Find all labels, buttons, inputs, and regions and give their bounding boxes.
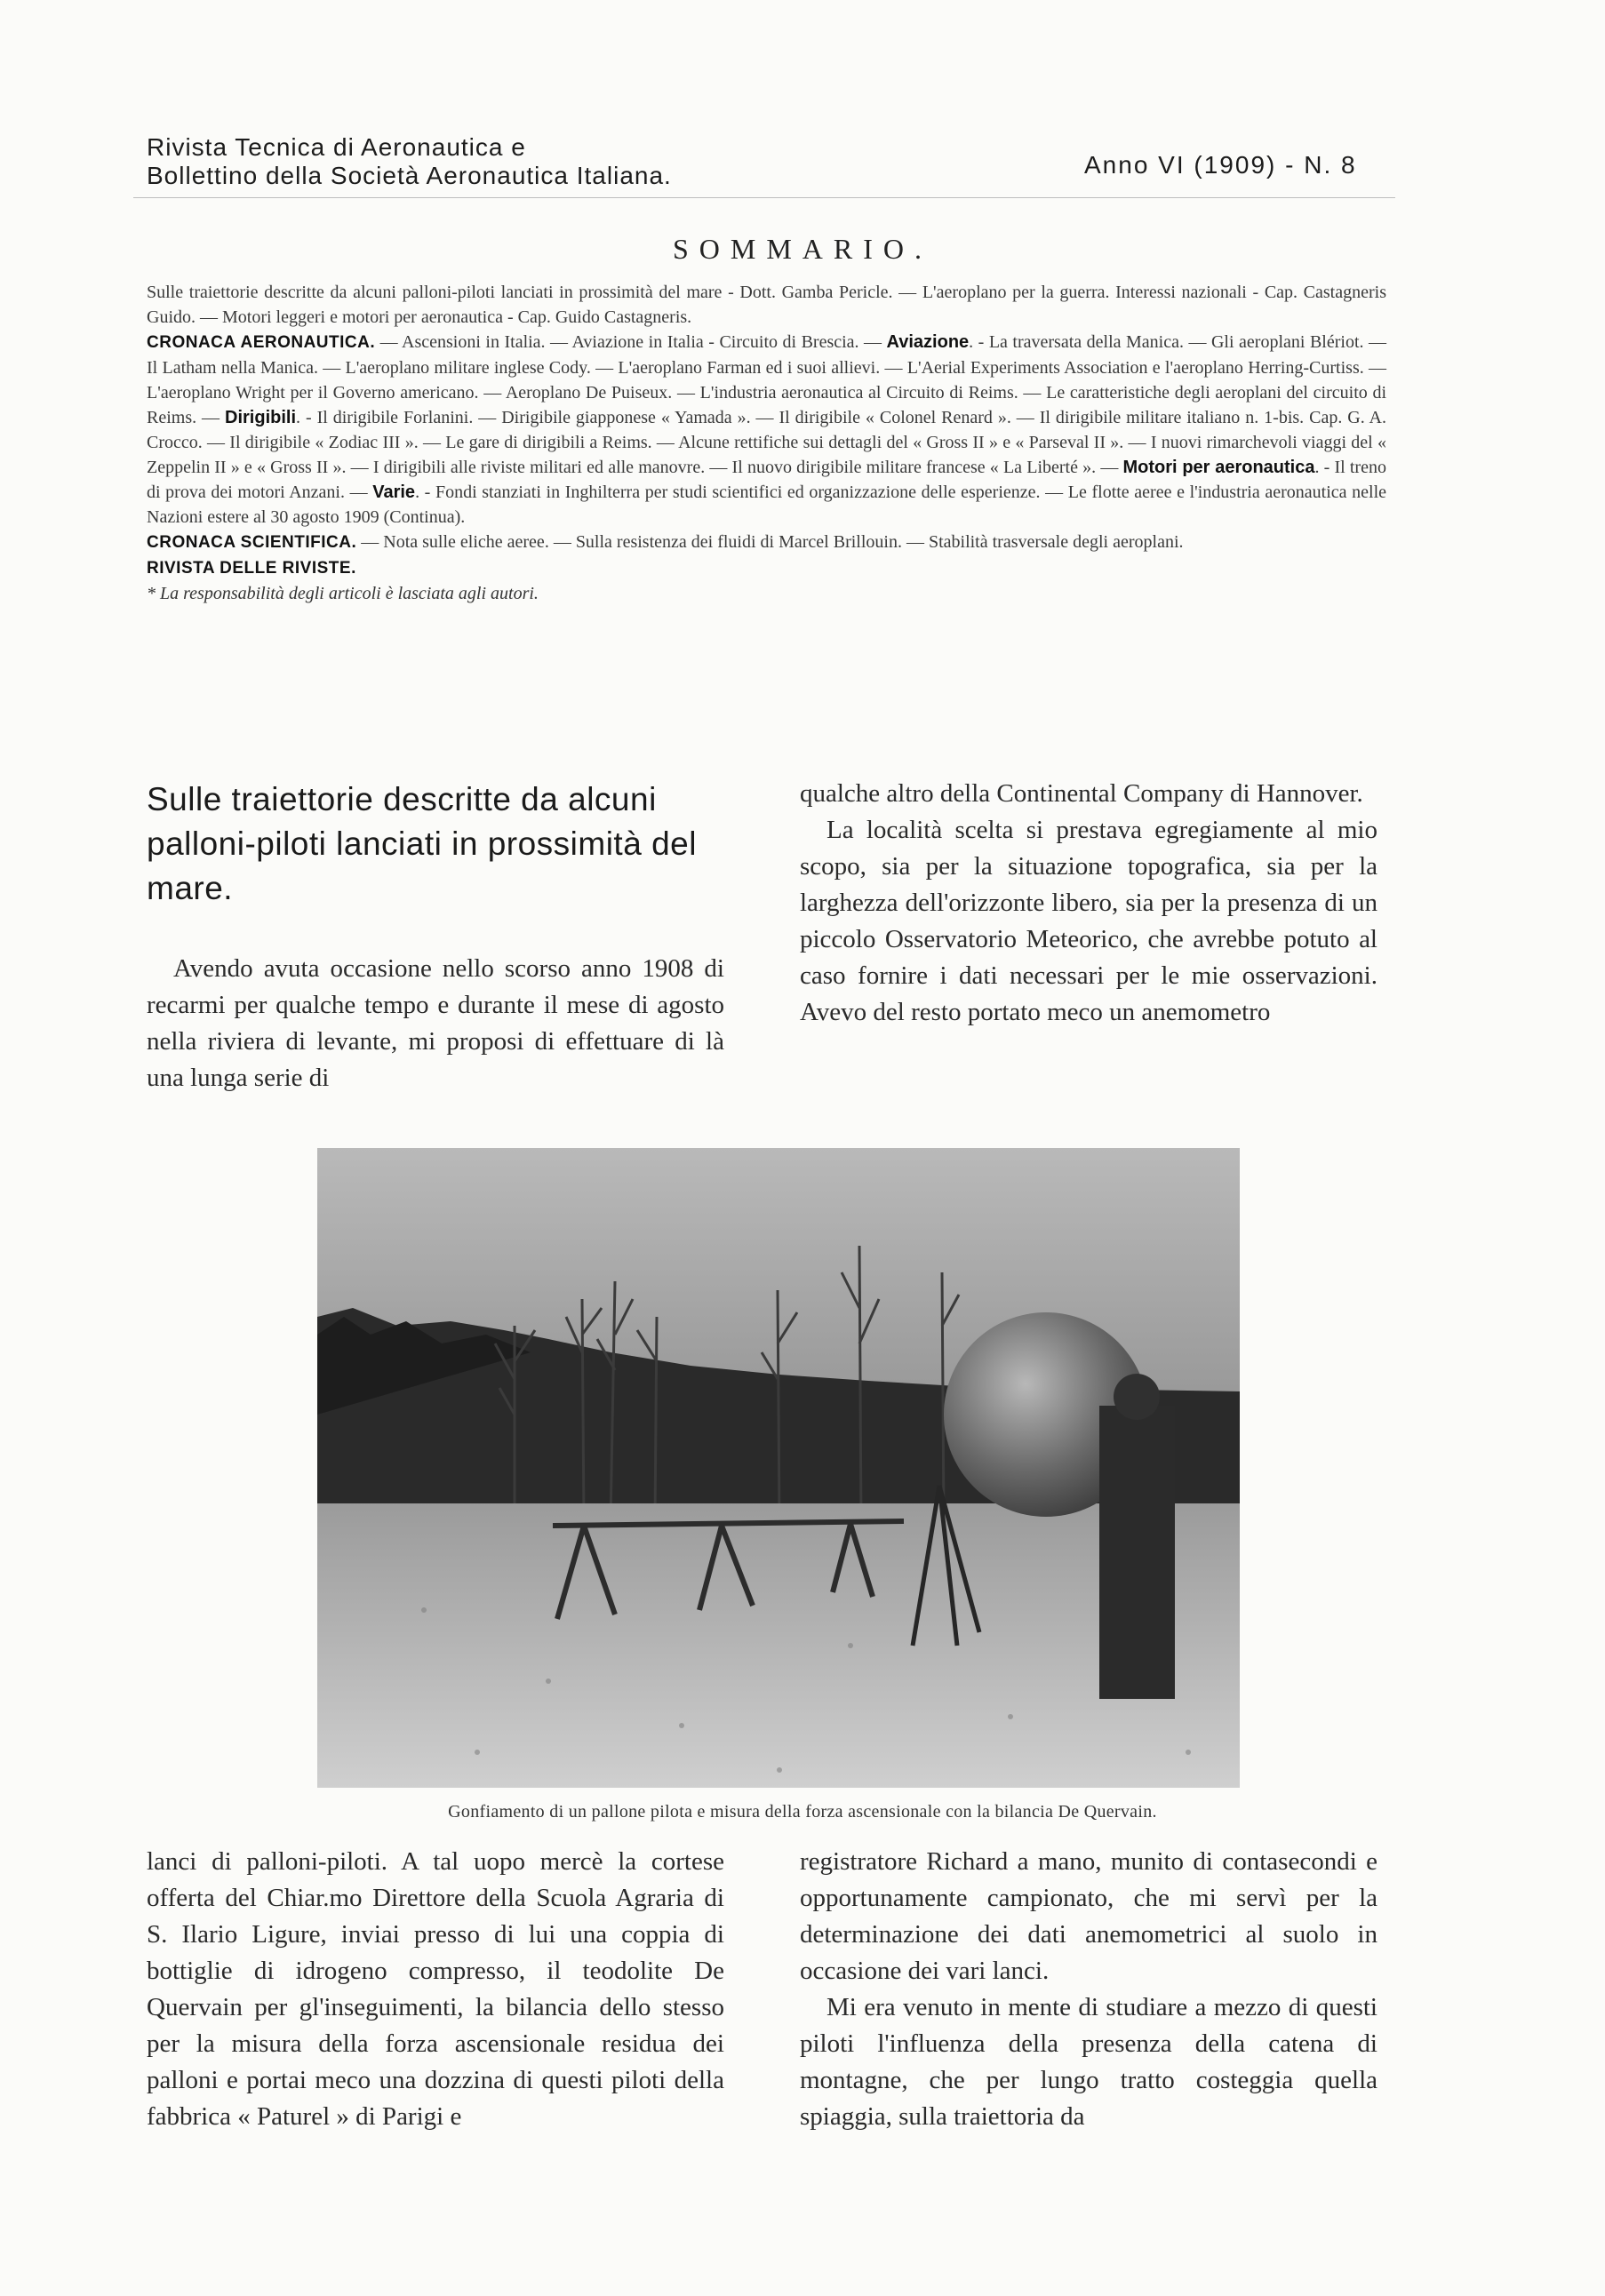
figure-photo [317,1148,1240,1788]
article-paragraph: Avendo avuta occasione nello scorso anno 1908 di recarmi per qualche tempo e durante il mese di agosto nella riviera di levante, mi proposi di effettuare di là una lunga serie di [147,954,724,1092]
summary-text: . - La traversata della Manica. — Gli aeroplani Blériot. — Il Latham nella Manica. — L'aeroplano militare inglese Cody. — L'aeroplano Farman ed i suoi allievi. — L'Aerial Experiments Association e l'aeroplano Herring-Curtiss. — L'aeroplano Wright per il Governo americano. — Aeroplano De Puiseux. — L'industria aeronautica al Circuito di Reims. — Le caratteristiche degli aeroplani del circuito di Reims. — [147,332,1387,427]
article-column-right-bottom [800,1844,1377,2135]
summary-keyword: Varie [372,482,416,502]
summary-keyword: Motori per aeronautica [1122,458,1315,477]
article-title: Sulle traiettorie descritte da alcuni palloni-piloti lanciati in prossimità del mare. [147,781,697,906]
summary-footnote: * La responsabilità degli articoli è lasciata agli autori. [147,584,539,603]
summary-intro: Sulle traiettorie descritte da alcuni palloni-piloti lanciati in prossimità del mare - Dott. Gamba Pericle. — L'aeroplano per la guerra. Interessi nazionali - Cap. Castagneris Guido. — Motori leggeri e motori per aeronautica - Cap. Guido Castagneris. [147,283,1386,327]
section-heading: CRONACA SCIENTIFICA. [147,533,357,552]
summary-rivista-delle-riviste [147,555,1386,581]
summary-cronaca-scientifica [147,530,1386,555]
figure-caption: Gonfiamento di un pallone pilota e misura della forza ascensionale con la bilancia De Quervain. [448,1802,1157,1822]
article-paragraph: qualche altro della Continental Company di Hannover. [800,779,1363,808]
summary-text: . - Il dirigibile Forlanini. — Dirigibile giapponese « Yamada ». — Il dirigibile « Colonel Renard ». — Il dirigibile militare italiano n. 1-bis. Cap. G. A. Crocco. — Il dirigibile « Zodiac III ». — Le gare di dirigibili a Reims. — Alcune rettifiche sui dettagli del « Gross II » e « Parseval II ». — I nuovi rimarchevoli viaggi del « Zeppelin II » e « Gross II ». — I dirigibili alle riviste militari ed alle manovre. — Il nuovo dirigibile militare francese « La Liberté ». — [147,408,1387,477]
section-heading: CRONACA AERONAUTICA. [147,333,376,352]
journal-title-line2: Bollettino della Società Aeronautica Italiana. [147,162,672,189]
article-paragraph: registratore Richard a mano, munito di contasecondi e opportunamente campionato, che mi servì per la determinazione dei dati anemometrici al suolo in occasione dei vari lanci. [800,1847,1377,1985]
summary-keyword: Dirigibili [225,408,297,427]
article-paragraph: Mi era venuto in mente di studiare a mezzo di questi piloti l'influenza della presenza della catena di montagne, che per lungo tratto costeggia quella spiaggia, sulla traiettoria da [800,1993,1377,2131]
header-rule [133,197,1395,198]
section-heading: RIVISTA DELLE RIVISTE. [147,559,356,578]
summary-block [147,280,1386,606]
summary-keyword: Aviazione [886,332,970,352]
issue-info: Anno VI (1909) - N. 8 [1084,151,1357,179]
article-column-right-top [800,776,1377,1031]
article-column-left-bottom [147,1844,724,2135]
journal-title-line1: Rivista Tecnica di Aeronautica e [147,133,526,161]
article-paragraph: lanci di palloni-piloti. A tal uopo mercè la cortese offerta del Chiar.mo Direttore della Scuola Agraria di S. Ilario Ligure, inviai presso di lui una coppia di bottiglie di idrogeno compresso, il teodolite De Quervain per gl'inseguimenti, la bilancia dello stesso per la misura della forza ascensionale residua dei palloni e portai meco una dozzina di questi piloti della fabbrica « Paturel » di Parigi e [147,1847,724,2131]
summary-text: . - Fondi stanziati in Inghilterra per studi scientifici ed organizzazione delle esperienze. — Le flotte aeree e l'industria aeronautica nelle Nazioni estere al 30 agosto 1909 (Continua). [147,482,1386,527]
article-paragraph: La località scelta si prestava egregiamente al mio scopo, sia per la situazione topografica, sia per la larghezza dell'orizzonte libero, sia per la presenza di un piccolo Osservatorio Meteorico, che avrebbe potuto al caso fornire i dati necessari per le mie osservazioni. Avevo del resto portato meco un anemometro [800,816,1377,1026]
summary-text: — Nota sulle eliche aeree. — Sulla resistenza dei fluidi di Marcel Brillouin. — Stabilità trasversale degli aeroplani. [356,532,1184,552]
article-column-left-top [147,951,724,1096]
journal-title [147,133,672,190]
summary-text: . - Il treno di prova dei motori Anzani. — [147,458,1386,502]
summary-cronaca-aeronautica [147,330,1386,530]
summary-text: — Ascensioni in Italia. — Aviazione in Italia - Circuito di Brescia. — [375,332,887,352]
summary-title: SOMMARIO. [672,233,933,265]
photo-illustration [317,1148,1240,1788]
